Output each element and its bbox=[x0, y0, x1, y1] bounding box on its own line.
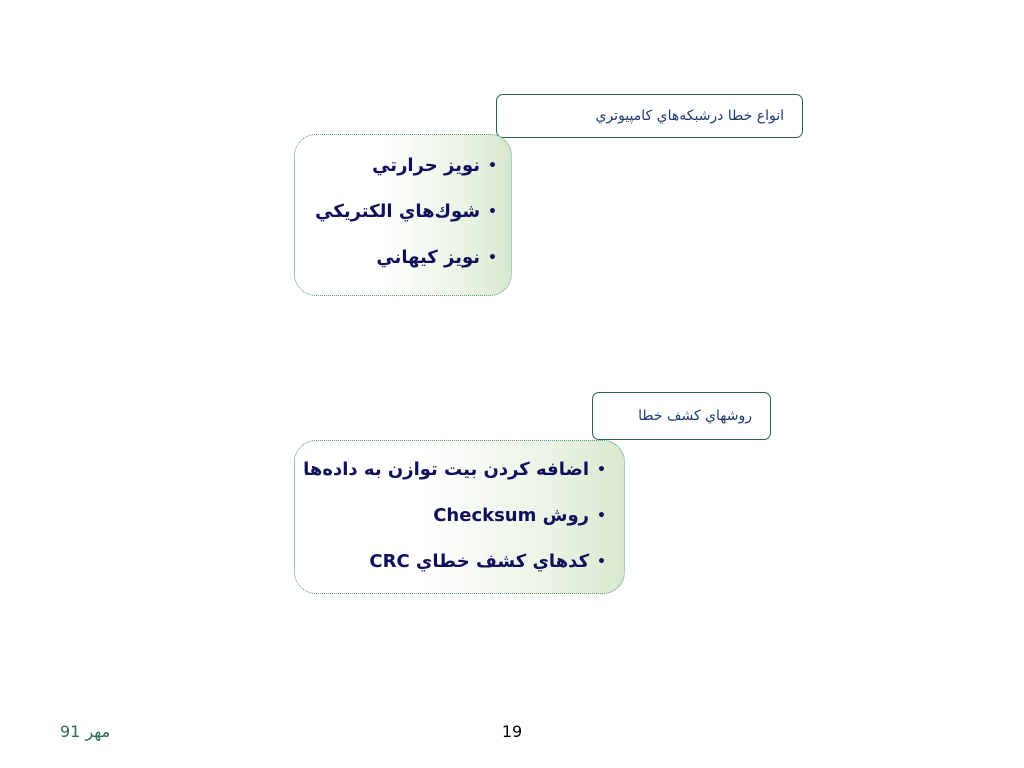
bullet-icon: • bbox=[597, 508, 606, 524]
list-item-text: شوك‌هاي الكتريكي bbox=[315, 201, 481, 222]
bullet-icon: • bbox=[488, 204, 497, 220]
section1-title-box bbox=[496, 94, 803, 138]
list-item-text: روش Checksum bbox=[433, 505, 590, 526]
list-item-text: كدهاي كشف خطاي CRC bbox=[369, 551, 590, 572]
list-item bbox=[295, 143, 497, 189]
bullet-icon: • bbox=[597, 554, 606, 570]
list-item-text: اضافه كردن بيت توازن به داده‌ها bbox=[303, 459, 590, 480]
section1-title: انواع خطا درشبکه‌هاي کامپيوتري bbox=[595, 108, 784, 124]
bullet-icon: • bbox=[488, 250, 497, 266]
list-item-text: نويز حرارتي bbox=[372, 155, 481, 176]
section2-bullet-list bbox=[295, 447, 606, 585]
list-item bbox=[295, 235, 497, 281]
list-item bbox=[295, 493, 606, 539]
page-number: 19 bbox=[501, 722, 523, 741]
section2-title: روشهاي كشف خطا bbox=[638, 408, 752, 424]
footer-date: مهر 91 bbox=[60, 722, 111, 741]
list-item bbox=[295, 539, 606, 585]
section2-title-box bbox=[592, 392, 771, 440]
bullet-icon: • bbox=[488, 158, 497, 174]
list-item bbox=[295, 189, 497, 235]
list-item-text: نويز كيهاني bbox=[376, 247, 481, 268]
section1-bullet-list bbox=[295, 143, 497, 281]
list-item bbox=[295, 447, 606, 493]
section2-bullet-box bbox=[294, 440, 625, 594]
section1-bullet-box bbox=[294, 134, 512, 296]
bullet-icon: • bbox=[597, 462, 606, 478]
